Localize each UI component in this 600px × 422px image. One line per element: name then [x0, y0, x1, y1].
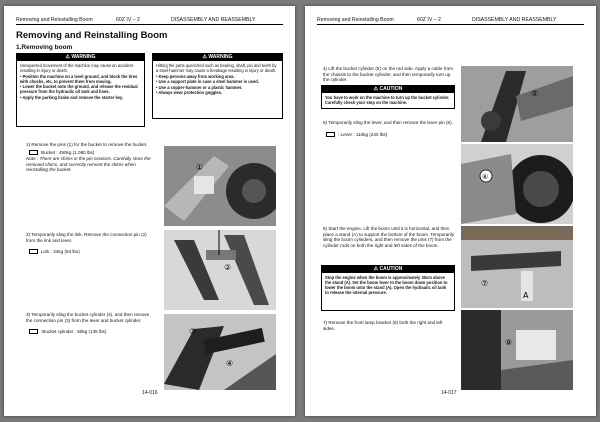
photo-bucket-cylinder-rod [461, 66, 573, 142]
header-chapter: DISASSEMBLY AND REASSEMBLY [472, 17, 557, 23]
step-text: 6) Start the engine. Lift the boom until it is horizontal, and then place a stand (A) to support the bottom of the boom. Temporarily sling the boom cylinders, and then remove the pins (7) from the cylinder rods on both the right and left sides of the boom. [323, 226, 455, 248]
hoist-icon [29, 150, 38, 155]
caution-label: ⚠ CAUTION [322, 86, 454, 93]
photo-boom-stand [461, 226, 573, 308]
step-text: 5) Temporarily sling the lever, and then remove the lever pin (6). [323, 120, 453, 125]
step-text: 2) Temporarily sling the link. Remove the connection pin (2) from the link and lever. [26, 232, 147, 243]
photo-lamp-bracket [461, 310, 573, 390]
hoist-icon [326, 132, 335, 137]
caution-label: ⚠ CAUTION [322, 266, 454, 273]
warning-item: • Use a support plate in case a steel hammer is used. [156, 79, 259, 85]
svg-text:⑤: ⑤ [531, 89, 539, 98]
warning-label: ⚠ WARNING [153, 54, 282, 61]
svg-text:⑦: ⑦ [481, 279, 489, 288]
hoist-icon [29, 249, 38, 254]
page-title: Removing and Reinstalling Boom [16, 30, 168, 41]
svg-text:①: ① [196, 163, 204, 172]
caution-text: Stop the engine when the boom is approximately 30cm above the stand (A). Set the boom lever to the boom down position to lower the boom onto the stand (A). Open the hydraulic oil tank to release the internal pressure. [325, 275, 448, 296]
step-4 [323, 66, 455, 83]
step-text: 1) Remove the pins (1) for the bucket to remove the bucket. [26, 142, 148, 147]
step-text: 4) Lift the bucket cylinder (5) on the rod side. Apply a cable from the chassis to the bucket cylinder, and then temporarily turn up the cylinder. [323, 66, 453, 83]
warning-triangle-icon: ⚠ [202, 54, 207, 60]
warning-item: • Use a copper-hammer or a plastic hammer. [156, 84, 243, 90]
warning-text: Unexpected movement of the machine may cause an accident resulting in injury or death. [20, 63, 134, 74]
section-subtitle: 1.Removing boom [16, 44, 73, 51]
left-page [4, 6, 295, 416]
step-2 [26, 232, 154, 255]
photo-illustration [164, 146, 276, 226]
photo-bucket-cylinder [164, 314, 276, 390]
step-spec: Bucket : 490kg (1,080 lbs) [26, 150, 154, 156]
warning-triangle-icon: ⚠ [373, 86, 379, 92]
header-section: Removing and Reinstalling Boom [317, 17, 394, 23]
svg-text:A: A [523, 291, 529, 300]
step-spec: : Lever : 110kg (240 lbs) [323, 132, 455, 138]
svg-text:⑥: ⑥ [482, 173, 489, 181]
step-text: 3) Temporarily sling the bucket cylinder (4), and then remove the connection pin (3) from the lever and bucket cylinder. [26, 312, 150, 323]
warning-item: • Lower the bucket onto the ground, and release the residual pressure from the hydraulic oil tank and lines. [20, 84, 138, 95]
warning-item: • Apply the parking brake and remove the starter key. [20, 95, 124, 101]
right-page [305, 6, 596, 416]
page-header [317, 15, 584, 25]
caution-box-1 [321, 85, 455, 109]
svg-text:③: ③ [189, 327, 197, 336]
warning-item: • Position the machine on a level ground, and block the tires with chocks, etc, to prevent them from moving. [20, 73, 138, 84]
warning-triangle-icon: ⚠ [65, 54, 70, 60]
warning-triangle-icon: ⚠ [373, 266, 379, 272]
photo-bucket-pins [164, 146, 276, 226]
step-spec: Link : 24kg (53 lbs) [26, 249, 154, 255]
page-header [16, 15, 283, 25]
warning-item: • Keep persons away from working area. [156, 73, 235, 79]
header-section: Removing and Reinstalling Boom [16, 17, 93, 23]
header-chapter: DISASSEMBLY AND REASSEMBLY [171, 17, 256, 23]
warning-box-2 [152, 53, 283, 119]
step-6 [323, 226, 455, 248]
svg-text:④: ④ [226, 359, 234, 368]
photo-lever-pin [461, 144, 573, 224]
warning-label: ⚠ WARNING [17, 54, 144, 61]
step-1 [26, 142, 154, 173]
caution-box-2 [321, 265, 455, 311]
photo-link [164, 230, 276, 310]
step-text: 7) Remove the front lamp bracket (8) both the right and left sides. [323, 320, 443, 331]
svg-text:②: ② [224, 263, 232, 272]
page-number: 14-016 [142, 390, 158, 396]
header-model: 60Z IV – 2 [116, 17, 140, 23]
svg-text:⑧: ⑧ [505, 338, 513, 347]
warning-item: • Always wear protection goggles. [156, 90, 223, 96]
warning-text: Hitting the parts quenched such as bearing, shaft, pin and teeth by a steel-hammer may cause a breakage resulting in injury or death. [156, 63, 277, 74]
warning-box-1 [16, 53, 145, 127]
hoist-icon [29, 329, 38, 334]
step-spec: :Bucket cylinder : 60kg (135 lbs) [26, 329, 154, 335]
step-7 [323, 320, 455, 331]
step-note: Note : There are shims in the pin sections. Carefully store the removed shims, and correctly reinsert the shims when reinstalling the bucket. [26, 156, 151, 173]
step-3 [26, 312, 154, 335]
step-5 [323, 120, 455, 137]
caution-text: You have to work on the machine to turn up the bucket cylinder. Carefully check your step on the machine. [325, 95, 450, 106]
page-number: 14-017 [441, 390, 457, 396]
header-model: 60Z IV – 2 [417, 17, 441, 23]
